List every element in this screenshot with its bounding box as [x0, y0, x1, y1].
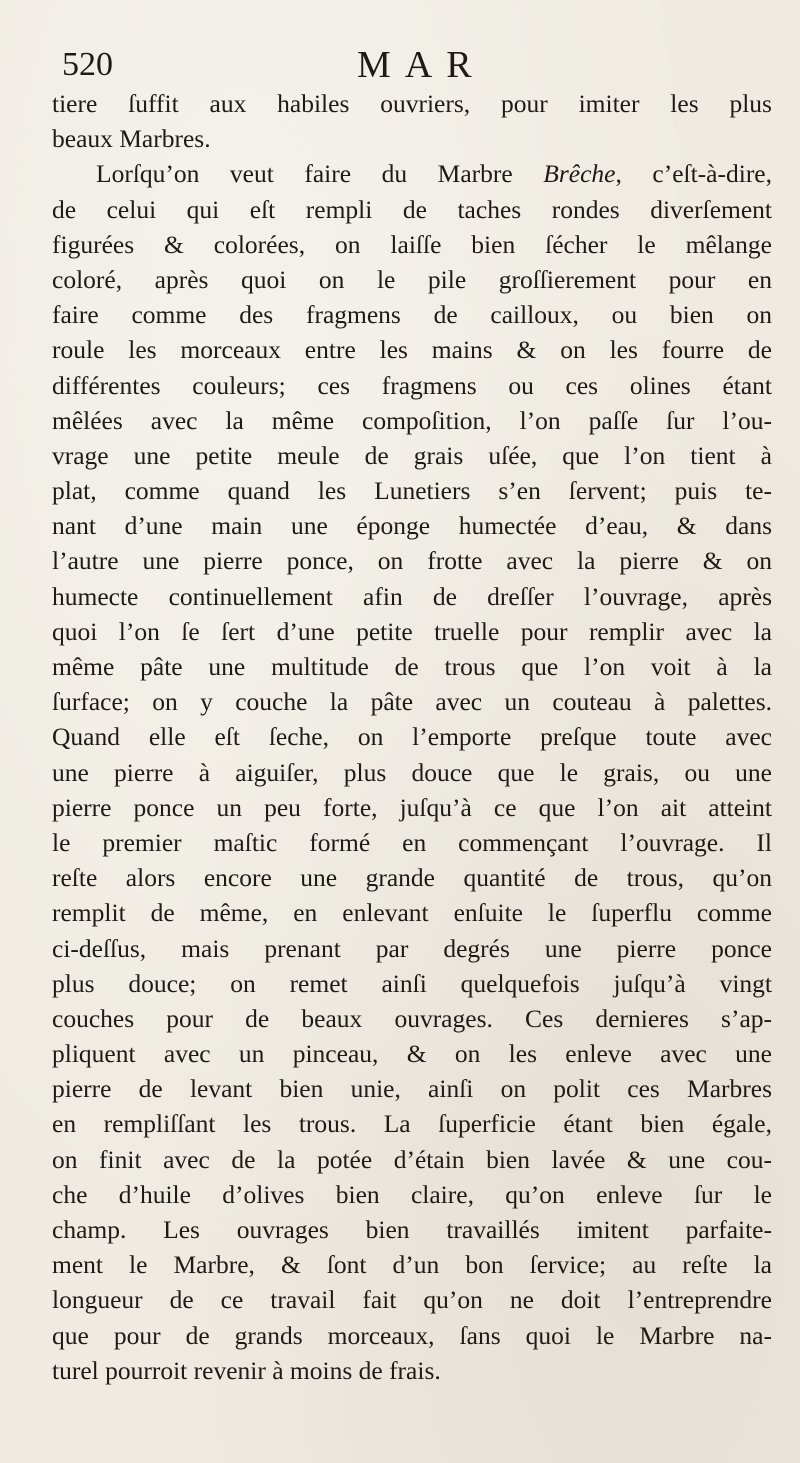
text-line: champ. Les ouvrages bien travaillés imitent parfaite-: [52, 1215, 772, 1244]
text-line: on finit avec de la potée d’étain bien lavée & une cou-: [52, 1144, 772, 1174]
text-line-with-italic: [52, 156, 772, 191]
running-head: MAR: [357, 44, 486, 86]
text-fragment: , c’eſt-à-dire,: [615, 159, 772, 189]
text-line: faire comme des fragmens de cailloux, ou bien on: [52, 300, 772, 330]
text-line: turel pourroit revenir à moins de frais.: [52, 1355, 441, 1385]
text-line: mêlées avec la même compoſition, l’on paſſe ſur l’ou-: [52, 405, 772, 435]
text-fragment: Lorſqu’on veut faire du Marbre: [96, 159, 544, 189]
text-line: que pour de grands morceaux, ſans quoi le Marbre na-: [52, 1320, 772, 1350]
show-through-mark: [190, 1396, 250, 1416]
text-line: quoi l’on ſe ſert d’une petite truelle pour remplir avec la: [52, 616, 772, 646]
text-line: pierre ponce un peu forte, juſqu’à ce que l’on ait atteint: [52, 792, 772, 822]
text-line: plus douce; on remet ainſi quelquefois juſqu’à vingt: [52, 968, 772, 998]
text-line: nant d’une main une éponge humectée d’eau, & dans: [52, 511, 772, 541]
text-line: le premier maſtic formé en commençant l’ouvrage. Il: [52, 827, 772, 857]
text-line: Quand elle eſt ſeche, on l’emporte preſque toute avec: [52, 722, 772, 752]
text-line: tiere ſuffit aux habiles ouvriers, pour imiter les plus: [52, 89, 772, 118]
text-line: différentes couleurs; ces fragmens ou ces olines étant: [52, 370, 772, 400]
text-line: ci-deſſus, mais prenant par degrés une pierre ponce: [52, 933, 772, 963]
text-line: coloré, après quoi on le pile groſſierement pour en: [52, 264, 772, 294]
text-line: de celui qui eſt rempli de taches rondes diverſement: [52, 194, 772, 224]
text-line: plat, comme quand les Lunetiers s’en ſervent; puis te-: [52, 476, 772, 506]
text-line: l’autre une pierre ponce, on frotte avec la pierre & on: [52, 546, 772, 576]
text-line: humecte continuellement afin de dreſſer l’ouvrage, après: [52, 581, 772, 611]
text-line: remplit de même, en enlevant enſuite le ſuperflu comme: [52, 898, 772, 928]
text-line: beaux Marbres.: [52, 124, 211, 154]
text-line: ment le Marbre, & ſont d’un bon ſervice; au reſte la: [52, 1250, 772, 1280]
text-line: vrage une petite meule de grais uſée, que l’on tient à: [52, 440, 772, 470]
text-line: même pâte une multitude de trous que l’on voit à la: [52, 652, 772, 681]
text-line: roule les morceaux entre les mains & on les fourre de: [52, 335, 772, 365]
body-text: [52, 86, 772, 1388]
text-line: longueur de ce travail fait qu’on ne doit l’entreprendre: [52, 1285, 772, 1315]
text-line: ſurface; on y couche la pâte avec un couteau à palettes.: [52, 687, 772, 717]
text-line: une pierre à aiguiſer, plus douce que le grais, ou une: [52, 757, 772, 787]
text-line: en rempliſſant les trous. La ſuperficie étant bien égale,: [52, 1109, 772, 1139]
text-line: che d’huile d’olives bien claire, qu’on enleve ſur le: [52, 1179, 772, 1209]
text-line: reſte alors encore une grande quantité de trous, qu’on: [52, 863, 772, 893]
text-line: couches pour de beaux ouvrages. Ces dernieres s’ap-: [52, 1003, 772, 1033]
page-header: [62, 40, 760, 90]
italic-term: Brêche: [543, 159, 616, 189]
text-line: pierre de levant bien unie, ainſi on polit ces Marbres: [52, 1074, 772, 1104]
text-line: figurées & colorées, on laiſſe bien ſécher le mêlange: [52, 229, 772, 259]
text-line: pliquent avec un pinceau, & on les enleve avec une: [52, 1039, 772, 1069]
page-number: 520: [62, 46, 113, 83]
